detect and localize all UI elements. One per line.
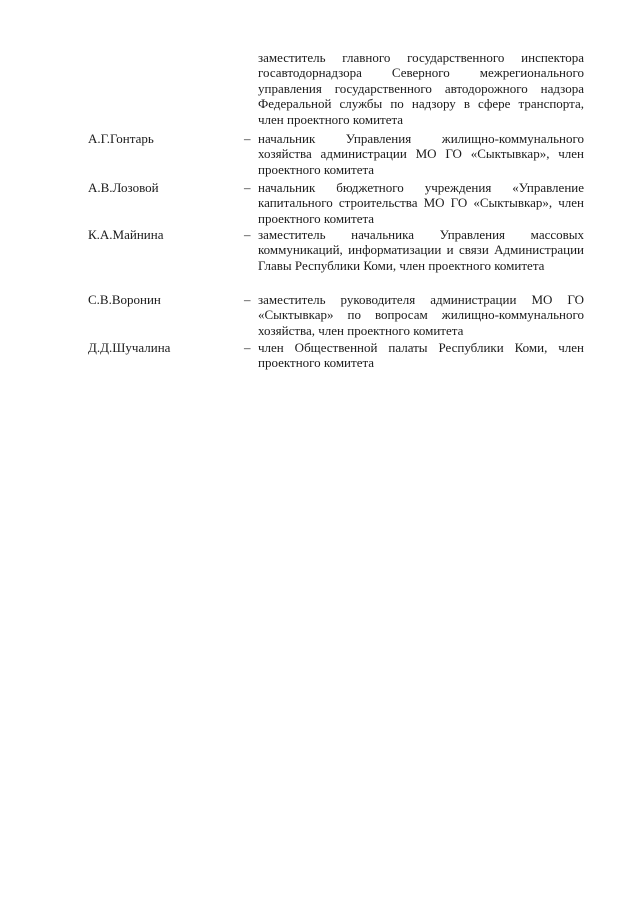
member-description: заместитель главного государственного инспектора госавтодорнадзора Северного межрегионального управления государственного автодорожного надзора Федеральной службы по надзору в сфере транспорта, член проектного комитета	[258, 50, 584, 127]
member-description: начальник бюджетного учреждения «Управление капитального строительства МО ГО «Сыктывкар», член проектного комитета	[258, 180, 584, 226]
member-name: А.Г.Гонтарь	[88, 131, 154, 146]
member-dash: –	[244, 131, 251, 146]
member-dash: –	[244, 180, 251, 195]
member-dash: –	[244, 227, 251, 242]
member-description: заместитель руководителя администрации МО ГО «Сыктывкар» по вопросам жилищно-коммунального хозяйства, член проектного комитета	[258, 292, 584, 338]
member-dash: –	[244, 340, 251, 355]
member-description: член Общественной палаты Республики Коми, член проектного комитета	[258, 340, 584, 371]
member-name: С.В.Воронин	[88, 292, 161, 307]
member-name: К.А.Майнина	[88, 227, 164, 242]
member-name: А.В.Лозовой	[88, 180, 159, 195]
member-name: Д.Д.Шучалина	[88, 340, 171, 355]
member-description: заместитель начальника Управления массовых коммуникаций, информатизации и связи Администрации Главы Республики Коми, член проектного комитета	[258, 227, 584, 273]
member-dash: –	[244, 292, 251, 307]
member-description: начальник Управления жилищно-коммунального хозяйства администрации МО ГО «Сыктывкар», член проектного комитета	[258, 131, 584, 177]
